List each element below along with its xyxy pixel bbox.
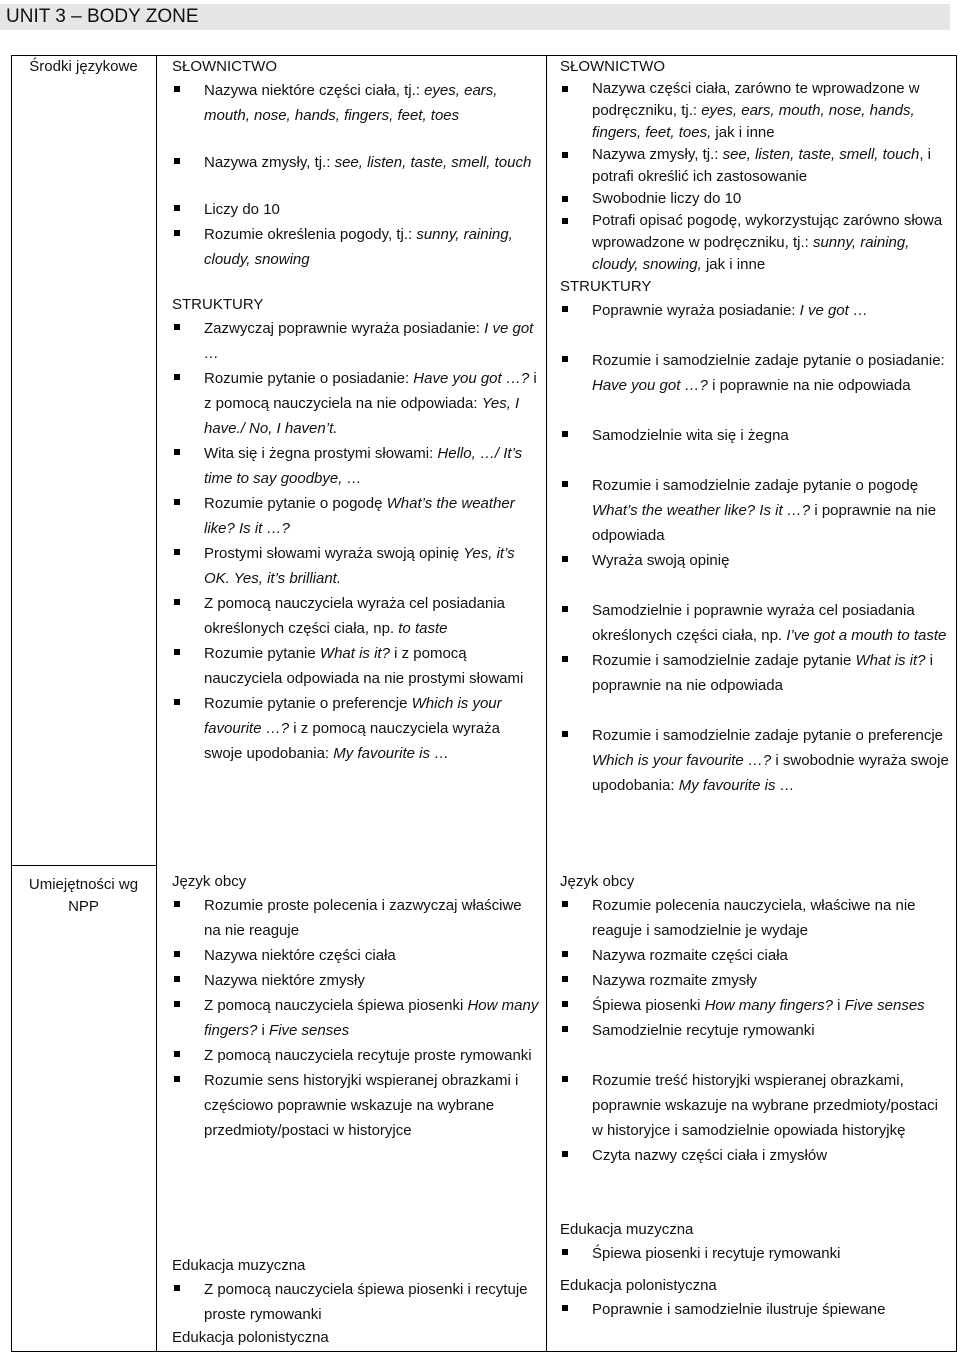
list-item: Wita się i żegna prostymi słowami: Hello, …/ It’s time to say goodbye, … — [172, 441, 540, 491]
list-item: Potrafi opisać pogodę, wykorzystując zarówno słowa wprowadzone w podręczniku, tj.: sunny, raining, cloudy, snowing, jak i inne — [560, 210, 950, 276]
list-item: Rozumie polecenia nauczyciela, właściwe na nie reaguje i samodzielnie je wydaje — [560, 893, 950, 943]
list-item: Rozumie i samodzielnie zadaje pytanie What is it? i poprawnie na nie odpowiada — [560, 648, 950, 698]
right-srodki-block — [560, 56, 950, 798]
list-item: Swobodnie liczy do 10 — [560, 188, 950, 210]
list-item: Rozumie i samodzielnie zadaje pytanie o preferencje Which is your favourite …? i swobodnie wyraża swoje upodobania: My favourite is … — [560, 723, 950, 798]
list-item: Rozumie pytanie o pogodę What’s the weather like? Is it …? — [172, 491, 540, 541]
unit-title: UNIT 3 – BODY ZONE — [6, 6, 199, 27]
list-item: Nazywa rozmaite zmysły — [560, 968, 950, 993]
heading-struktury: STRUKTURY — [560, 278, 652, 295]
list-item: Samodzielnie i poprawnie wyraża cel posiadania określonych części ciała, np. I’ve got a mouth to taste — [560, 598, 950, 648]
list-item: Poprawnie i samodzielnie ilustruje śpiewane — [560, 1297, 950, 1322]
list-item: Nazywa niektóre części ciała — [172, 943, 540, 968]
category-umiejetnosci: Umiejętności wg NPP — [28, 876, 139, 915]
heading-edukacja-polonistyczna: Edukacja polonistyczna — [172, 1329, 329, 1346]
heading-struktury: STRUKTURY — [172, 296, 264, 313]
list-item: Rozumie określenia pogody, tj.: sunny, raining, cloudy, snowing — [172, 222, 540, 272]
list-item: Rozumie treść historyjki wspieranej obrazkami, poprawnie wskazuje na wybrane przedmioty/postaci w historyjce i samodzielnie opowiada historyjkę — [560, 1068, 950, 1143]
list-item: Rozumie sens historyjki wspieranej obrazkami i częściowo poprawnie wskazuje na wybrane przedmioty/postaci w historyjce — [172, 1068, 540, 1143]
list-item: Rozumie i samodzielnie zadaje pytanie o posiadanie: Have you got …? i poprawnie na nie odpowiada — [560, 348, 950, 398]
list-item: Z pomocą nauczyciela wyraża cel posiadania określonych części ciała, np. to taste — [172, 591, 540, 641]
unit-title-bar — [0, 4, 950, 30]
list-item: Czyta nazwy części ciała i zmysłów — [560, 1143, 950, 1168]
column-divider — [156, 55, 157, 1352]
list-item: Wyraża swoją opinię — [560, 548, 950, 573]
heading-slownictwo: SŁOWNICTWO — [560, 58, 665, 75]
heading-edukacja-muzyczna: Edukacja muzyczna — [172, 1257, 306, 1274]
row-divider — [11, 865, 156, 866]
list-item: Rozumie pytanie What is it? i z pomocą nauczyciela odpowiada na nie prostymi słowami — [172, 641, 540, 691]
right-edukacja-block — [560, 1219, 950, 1322]
left-srodki-block — [172, 56, 540, 766]
list-item: Nazywa części ciała, zarówno te wprowadzone w podręczniku, tj.: eyes, ears, mouth, nose, hands, fingers, feet, toes, jak i inne — [560, 78, 950, 144]
list-item: Rozumie pytanie o preferencje Which is your favourite …? i z pomocą nauczyciela wyraża swoje upodobania: My favourite is … — [172, 691, 540, 766]
list-item: Poprawnie wyraża posiadanie: I ve got … — [560, 298, 950, 323]
list-item: Liczy do 10 — [172, 197, 540, 222]
list-item: Z pomocą nauczyciela śpiewa piosenki i recytuje proste rymowanki — [172, 1277, 540, 1327]
list-item: Rozumie proste polecenia i zazwyczaj właściwe na nie reaguje — [172, 893, 540, 943]
list-item: Z pomocą nauczyciela recytuje proste rymowanki — [172, 1043, 540, 1068]
list-item: Nazywa rozmaite części ciała — [560, 943, 950, 968]
heading-jezyk-obcy: Język obcy — [560, 873, 635, 890]
heading-slownictwo: SŁOWNICTWO — [172, 58, 277, 75]
heading-edukacja-muzyczna: Edukacja muzyczna — [560, 1221, 694, 1238]
left-edukacja-block — [172, 1255, 540, 1349]
list-item: Śpiewa piosenki How many fingers? i Five senses — [560, 993, 950, 1018]
right-umiejetnosci-block — [560, 871, 950, 1168]
column-divider — [546, 55, 547, 1352]
left-umiejetnosci-block — [172, 871, 540, 1143]
category-srodki-jezykowe: Środki językowe — [29, 58, 138, 75]
list-item: Nazywa niektóre zmysły — [172, 968, 540, 993]
list-item: Śpiewa piosenki i recytuje rymowanki — [560, 1241, 950, 1266]
list-item: Nazywa zmysły, tj.: see, listen, taste, smell, touch — [172, 150, 540, 175]
list-item: Prostymi słowami wyraża swoją opinię Yes, it’s OK. Yes, it’s brilliant. — [172, 541, 540, 591]
list-item: Rozumie i samodzielnie zadaje pytanie o pogodę What’s the weather like? Is it …? i poprawnie na nie odpowiada — [560, 473, 950, 548]
list-item: Zazwyczaj poprawnie wyraża posiadanie: I ve got … — [172, 316, 540, 366]
list-item: Z pomocą nauczyciela śpiewa piosenki How many fingers? i Five senses — [172, 993, 540, 1043]
list-item: Nazywa niektóre części ciała, tj.: eyes, ears, mouth, nose, hands, fingers, feet, toes — [172, 78, 540, 128]
heading-edukacja-polonistyczna: Edukacja polonistyczna — [560, 1277, 717, 1294]
list-item: Nazywa zmysły, tj.: see, listen, taste, smell, touch, i potrafi określić ich zastosowanie — [560, 144, 950, 188]
list-item: Rozumie pytanie o posiadanie: Have you got …? i z pomocą nauczyciela na nie odpowiada: Yes, I have./ No, I haven’t. — [172, 366, 540, 441]
list-item: Samodzielnie recytuje rymowanki — [560, 1018, 950, 1043]
list-item: Samodzielnie wita się i żegna — [560, 423, 950, 448]
heading-jezyk-obcy: Język obcy — [172, 873, 247, 890]
